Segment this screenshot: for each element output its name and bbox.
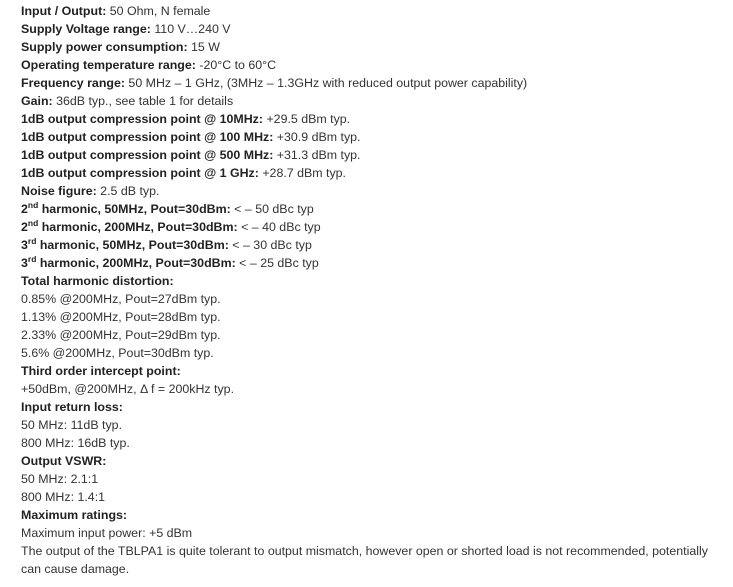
max-ratings-note: The output of the TBLPA1 is quite tolerant to output mismatch, however open or shorted load is not recommended, potentially can cause damage. — [21, 544, 708, 576]
spec-value: 15 W — [187, 40, 220, 54]
harmonic-value: < – 30 dBc typ — [228, 238, 312, 252]
spec-label: Frequency range: — [21, 76, 125, 90]
spec-line — [21, 74, 726, 92]
spec-value: 50 Ohm, N female — [106, 4, 211, 18]
thd-line: 5.6% @200MHz, Pout=30dBm typ. — [21, 346, 214, 360]
spec-label: 1dB output compression point @ 10MHz: — [21, 112, 263, 126]
harmonic-label — [21, 220, 238, 234]
spec-label: 1dB output compression point @ 100 MHz: — [21, 130, 274, 144]
toi-heading: Third order intercept point: — [21, 364, 181, 378]
thd-heading: Total harmonic distortion: — [21, 274, 174, 288]
spec-label: Supply power consumption: — [21, 40, 188, 54]
return-loss-heading: Input return loss: — [21, 400, 123, 414]
harmonic-condition: harmonic, 50MHz, Pout=30dBm: — [38, 202, 231, 216]
harmonic-label — [21, 256, 236, 270]
spec-label: 1dB output compression point @ 1 GHz: — [21, 166, 259, 180]
spec-document — [21, 2, 726, 578]
thd-line: 0.85% @200MHz, Pout=27dBm typ. — [21, 292, 221, 306]
vswr-heading: Output VSWR: — [21, 454, 107, 468]
spec-label: Noise figure: — [21, 184, 97, 198]
spec-value: +28.7 dBm typ. — [258, 166, 347, 180]
harmonic-line — [21, 254, 726, 272]
max-ratings-line: Maximum input power: +5 dBm — [21, 526, 193, 540]
spec-line — [21, 56, 726, 74]
harmonic-condition: harmonic, 200MHz, Pout=30dBm: — [38, 220, 238, 234]
harmonic-order: 2 — [21, 220, 28, 234]
spec-line — [21, 110, 726, 128]
harmonic-value: < – 40 dBc typ — [237, 220, 321, 234]
harmonic-order: 3 — [21, 238, 28, 252]
spec-value: 36dB typ., see table 1 for details — [52, 94, 234, 108]
spec-line — [21, 20, 726, 38]
spec-line — [21, 2, 726, 20]
harmonic-value: < – 50 dBc typ — [230, 202, 314, 216]
spec-line — [21, 128, 726, 146]
spec-label: Input / Output: — [21, 4, 107, 18]
harmonic-ordinal-suffix: nd — [27, 218, 39, 228]
harmonic-order: 3 — [21, 256, 28, 270]
harmonic-order: 2 — [21, 202, 28, 216]
harmonic-ordinal-suffix: rd — [27, 236, 37, 246]
spec-value: 50 MHz – 1 GHz, (3MHz – 1.3GHz with reduced output power capability) — [124, 76, 528, 90]
harmonic-line — [21, 218, 726, 236]
harmonic-value: < – 25 dBc typ — [235, 256, 319, 270]
spec-line — [21, 146, 726, 164]
spec-label: Operating temperature range: — [21, 58, 196, 72]
return-loss-line: 800 MHz: 16dB typ. — [21, 436, 130, 450]
harmonic-ordinal-suffix: rd — [27, 254, 37, 264]
spec-label: Gain: — [21, 94, 53, 108]
spec-label: Supply Voltage range: — [21, 22, 151, 36]
thd-line: 2.33% @200MHz, Pout=29dBm typ. — [21, 328, 221, 342]
spec-line — [21, 92, 726, 110]
harmonic-line — [21, 236, 726, 254]
spec-label: 1dB output compression point @ 500 MHz: — [21, 148, 274, 162]
spec-value: 110 V…240 V — [150, 22, 231, 36]
spec-value: +30.9 dBm typ. — [273, 130, 361, 144]
spec-value: 2.5 dB typ. — [96, 184, 160, 198]
spec-value: +31.3 dBm typ. — [273, 148, 361, 162]
toi-line: +50dBm, @200MHz, Δ f = 200kHz typ. — [21, 382, 235, 396]
return-loss-line: 50 MHz: 11dB typ. — [21, 418, 123, 432]
harmonic-ordinal-suffix: nd — [27, 200, 39, 210]
max-ratings-heading: Maximum ratings: — [21, 508, 128, 522]
harmonic-label — [21, 238, 229, 252]
harmonic-label — [21, 202, 231, 216]
spec-line — [21, 38, 726, 56]
spec-line — [21, 182, 726, 200]
harmonic-condition: harmonic, 50MHz, Pout=30dBm: — [36, 238, 229, 252]
harmonic-line — [21, 200, 726, 218]
vswr-line: 800 MHz: 1.4:1 — [21, 490, 106, 504]
thd-line: 1.13% @200MHz, Pout=28dBm typ. — [21, 310, 221, 324]
spec-value: -20°C to 60°C — [195, 58, 277, 72]
spec-value: +29.5 dBm typ. — [263, 112, 351, 126]
harmonic-condition: harmonic, 200MHz, Pout=30dBm: — [36, 256, 236, 270]
spec-line — [21, 164, 726, 182]
vswr-line: 50 MHz: 2.1:1 — [21, 472, 99, 486]
